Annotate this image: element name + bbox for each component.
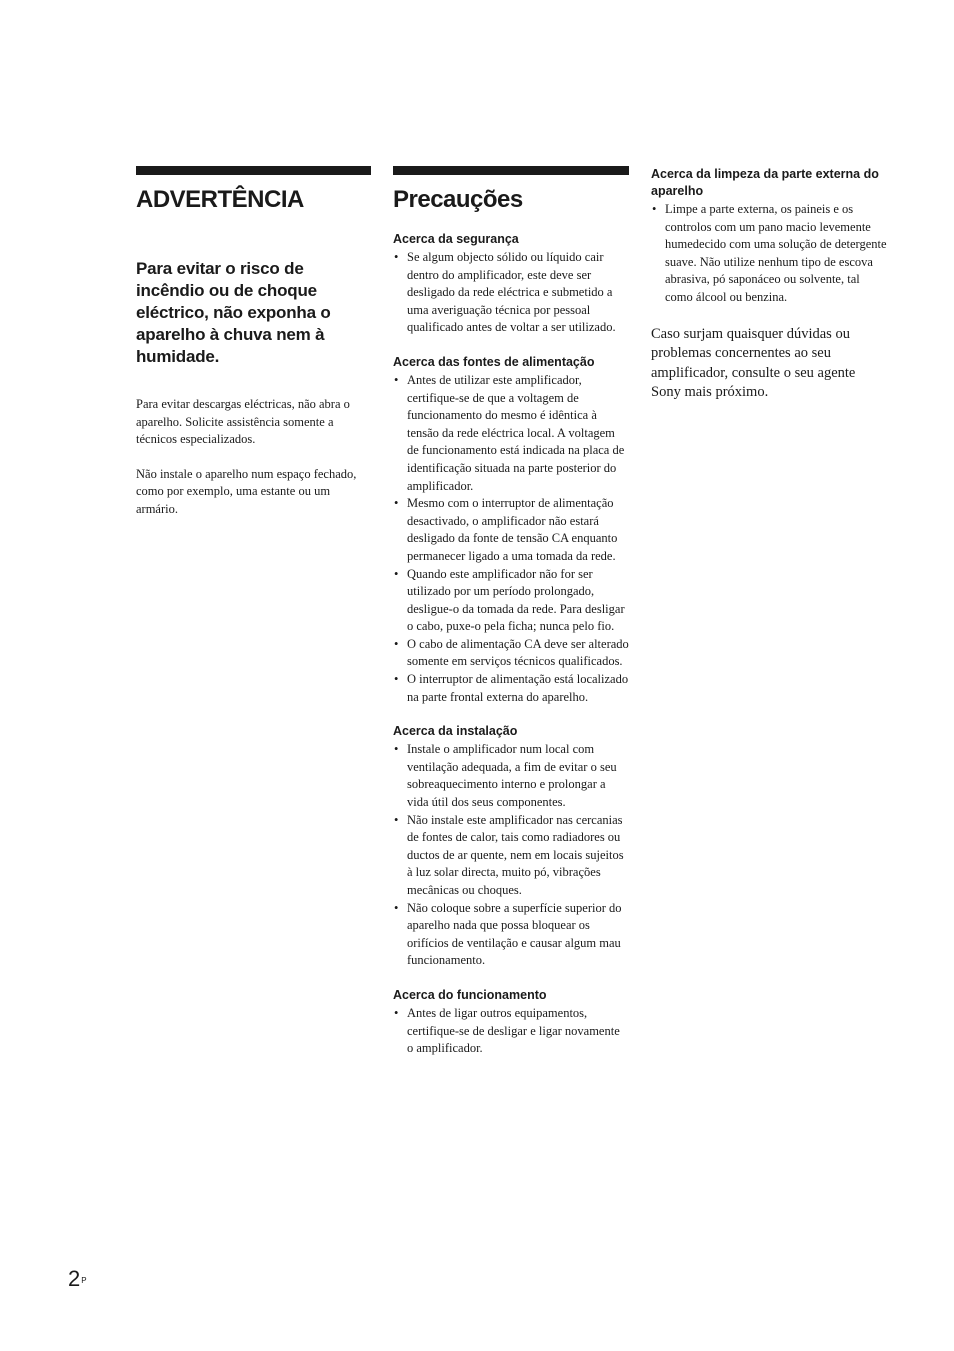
- page-number: [68, 1266, 87, 1292]
- warning-bold-text: Para evitar o risco de incêndio ou de choque eléctrico, não exponha o aparelho à chuva nem à humidade.: [136, 259, 331, 366]
- section-heading: Acerca da limpeza da parte externa do aparelho: [651, 167, 879, 198]
- section-heading: Acerca do funcionamento: [393, 987, 547, 1002]
- list-item: • Antes de utilizar este amplificador, certifique-se de que a voltagem de funcionamento do mesmo é idêntica à tensão da rede eléctrica local. A voltagem de funcionamento está indicada na placa de identificação situada na parte posterior do amplificador.: [393, 372, 629, 495]
- page-number-value: 2: [68, 1266, 81, 1291]
- warning-paragraph-1: Para evitar descargas eléctricas, não abra o aparelho. Solicite assistência somente a técnicos especializados.: [136, 397, 350, 446]
- warning-paragraph-2: Não instale o aparelho num espaço fechado, como por exemplo, uma estante ou um armário.: [136, 466, 357, 516]
- warning-column: [136, 166, 371, 518]
- list-item: • Não instale este amplificador nas cercanias de fontes de calor, tais como radiadores ou ductos de ar quente, nem em locais sujeitos à luz solar directa, muito pó, vibrações mecânicas ou choques.: [393, 812, 629, 900]
- section-installation: [393, 723, 629, 970]
- heading-rule: [136, 166, 371, 175]
- section-heading: Acerca da instalação: [393, 724, 518, 739]
- section-operation: [393, 987, 629, 1058]
- list-item: • Se algum objecto sólido ou líquido cair dentro do amplificador, este deve ser desligado da rede eléctrica e submetido a uma averiguação técnica por pessoal qualificado antes de voltar a ser utilizado.: [393, 249, 629, 337]
- precautions-title: Precauções: [393, 186, 523, 213]
- section-safety: [393, 231, 629, 337]
- list-item: • Instale o amplificador num local com ventilação adequada, a fim de evitar o seu sobreaquecimento interno e prolongar a vida útil dos seus componentes.: [393, 741, 629, 811]
- warning-title: ADVERTÊNCIA: [136, 186, 304, 213]
- cleaning-column: [651, 166, 887, 403]
- page-number-suffix: P: [81, 1276, 87, 1285]
- section-cleaning: [651, 166, 887, 307]
- list-item: • Antes de ligar outros equipamentos, certifique-se de desligar e ligar novamente o amplificador.: [393, 1005, 629, 1058]
- section-heading: Acerca da segurança: [393, 232, 519, 246]
- heading-rule: [393, 166, 629, 175]
- list-item: • O cabo de alimentação CA deve ser alterado somente em serviços técnicos qualificados.: [393, 636, 629, 671]
- list-item: • O interruptor de alimentação está localizado na parte frontal externa do aparelho.: [393, 671, 629, 706]
- list-item: • Limpe a parte externa, os paineis e os controlos com um pano macio levemente humedecido com uma solução de detergente suave. Não utilize nenhum tipo de escova abrasiva, pó saponáceo ou solvente, tal como álcool ou benzina.: [651, 201, 887, 307]
- list-item: • Quando este amplificador não for ser utilizado por um período prolongado, desligue-o da tomada da rede. Para desligar o cabo, puxe-o pela ficha; nunca pelo fio.: [393, 566, 629, 636]
- list-item: • Não coloque sobre a superfície superior do aparelho nada que possa bloquear os orifícios de ventilação e causar algum mau funcionamento.: [393, 900, 629, 970]
- list-item: • Mesmo com o interruptor de alimentação desactivado, o amplificador não estará desligado da fonte de tensão CA enquanto permanecer ligado a uma tomada da rede.: [393, 495, 629, 565]
- precautions-column: [393, 166, 629, 1058]
- section-heading: Acerca das fontes de alimentação: [393, 354, 595, 369]
- section-power: [393, 354, 629, 706]
- closing-paragraph: Caso surjam quaisquer dúvidas ou problemas concernentes ao seu amplificador, consulte o seu agente Sony mais próximo.: [651, 325, 856, 401]
